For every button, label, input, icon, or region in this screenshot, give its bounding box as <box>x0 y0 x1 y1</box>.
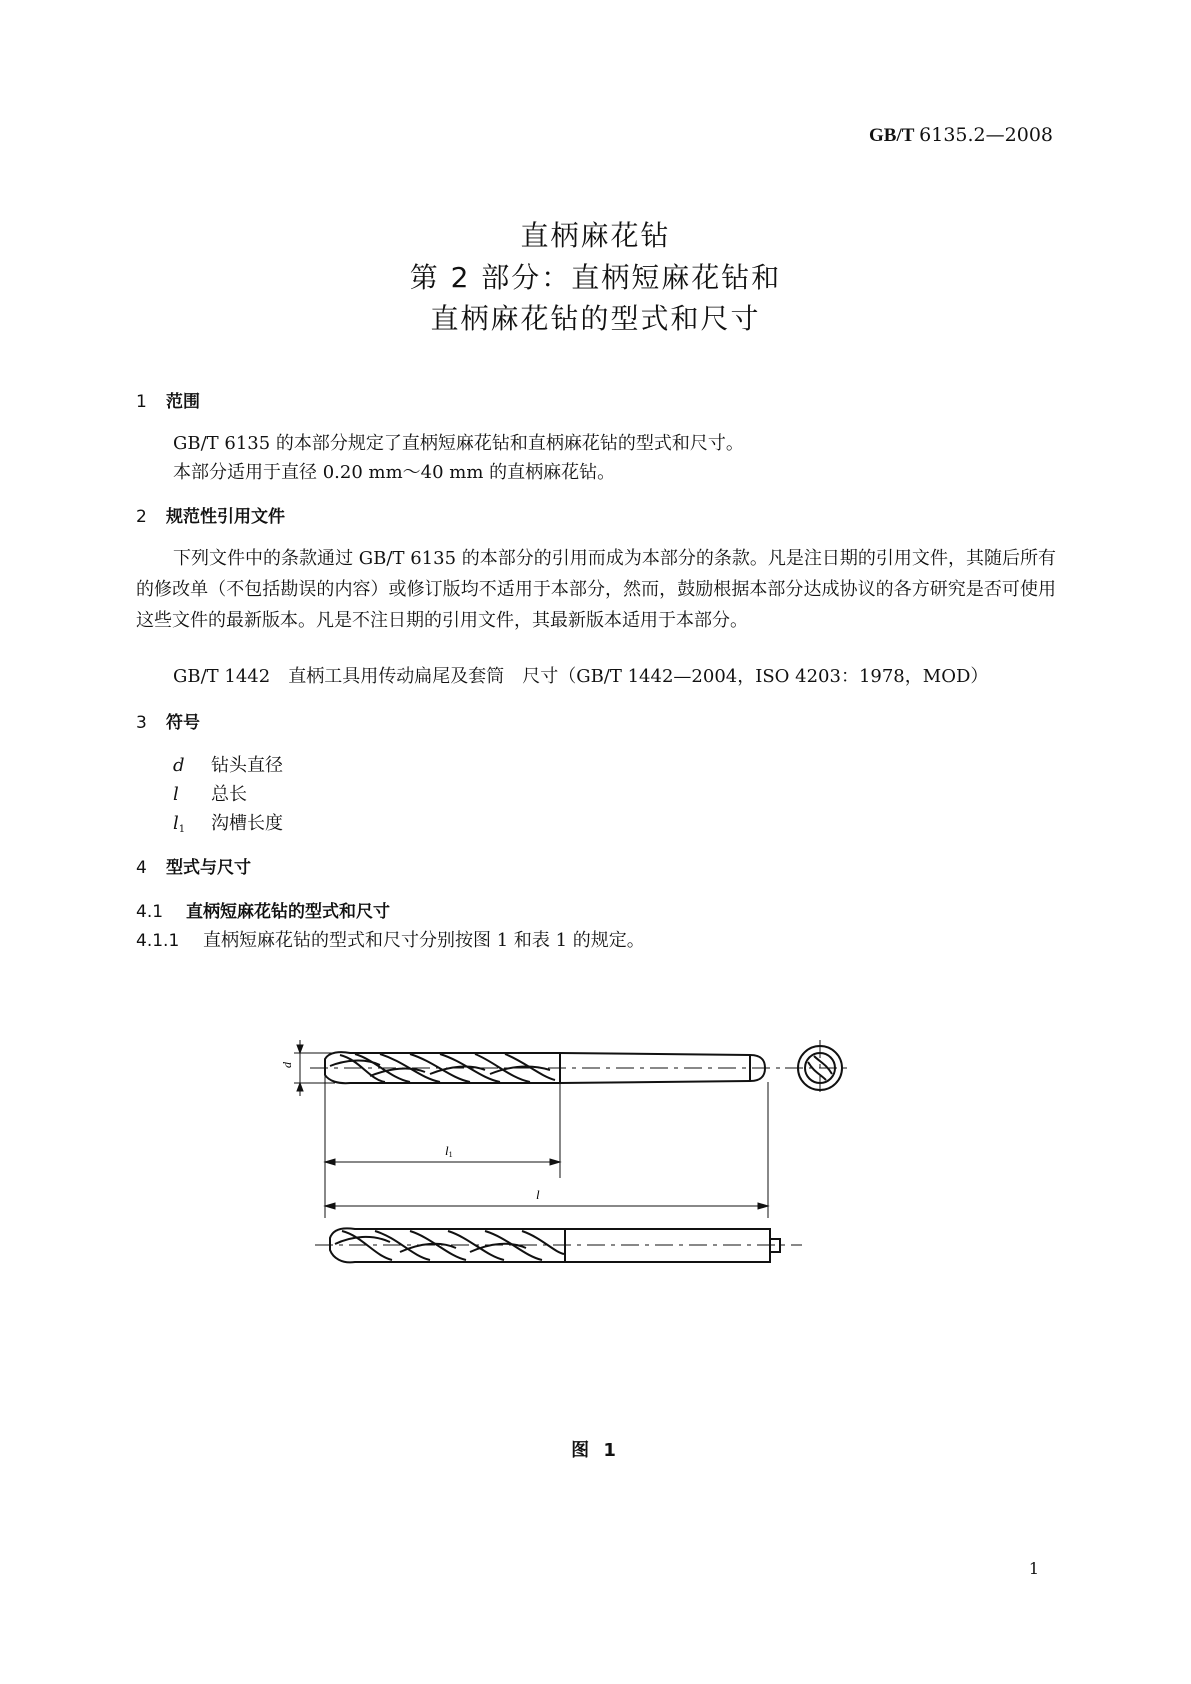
clause-number: 4.1.1 <box>136 931 180 951</box>
clause-4-1-1 <box>136 926 645 952</box>
symbol: l <box>173 784 179 805</box>
arrow <box>297 1083 303 1091</box>
arrow <box>758 1203 768 1209</box>
section-3-heading <box>136 708 200 733</box>
figure-1-drill-drawing <box>280 1040 880 1340</box>
arrow <box>325 1159 335 1165</box>
clause-text: 直柄短麻花钻的型式和尺寸分别按图 1 和表 1 的规定。 <box>203 930 645 951</box>
symbol-description: 沟槽长度 <box>211 813 283 834</box>
scope-paragraph-2: 本部分适用于直径 0.20 mm～40 mm 的直柄麻花钻。 <box>173 462 616 483</box>
arrow <box>297 1045 303 1053</box>
helix-line <box>522 1231 564 1254</box>
section-title: 型式与尺寸 <box>166 858 251 878</box>
section-title: 规范性引用文件 <box>166 507 285 527</box>
section-number: 3 <box>136 713 147 733</box>
section-number: 1 <box>136 392 147 412</box>
figure-caption: 图 1 <box>571 1440 620 1461</box>
symbol: $l_1$ <box>173 813 186 835</box>
arrow <box>325 1203 335 1209</box>
arrow <box>550 1159 560 1165</box>
section-number: 4.1 <box>136 902 164 922</box>
dim-label-l1: l1 <box>445 1143 453 1159</box>
scope-paragraph-1: GB/T 6135 的本部分规定了直柄短麻花钻和直柄麻花钻的型式和尺寸。 <box>173 433 744 454</box>
section-4-heading <box>136 853 251 878</box>
symbol-item <box>173 780 247 806</box>
section-title: 直柄短麻花钻的型式和尺寸 <box>186 902 390 922</box>
section-2-heading <box>136 502 285 527</box>
section-title: 符号 <box>166 713 200 733</box>
symbol: d <box>173 755 185 776</box>
page-number: 1 <box>1028 1559 1039 1578</box>
title-line-3: 直柄麻花钻的型式和尺寸 <box>430 302 761 335</box>
section-number: 4 <box>136 858 147 878</box>
section-4-1-heading <box>136 897 390 922</box>
symbol-subscript: 1 <box>178 824 186 835</box>
symbol-description: 总长 <box>211 784 247 805</box>
symbol-description: 钻头直径 <box>211 755 283 776</box>
section-number: 2 <box>136 507 147 527</box>
dim-label-d: d <box>280 1062 294 1068</box>
standard-code-number: 6135.2—2008 <box>919 124 1053 146</box>
symbol-item <box>173 809 283 835</box>
standard-code <box>869 124 1053 147</box>
reference-gbt-1442: GB/T 1442 直柄工具用传动扁尾及套筒 尺寸（GB/T 1442—2004，ISO 4203：1978，MOD） <box>173 666 989 687</box>
section-title: 范围 <box>166 392 200 412</box>
title-line-1: 直柄麻花钻 <box>520 219 671 252</box>
dim-label-l: l <box>536 1187 540 1202</box>
standard-code-prefix: GB/T <box>869 125 915 146</box>
symbol-item <box>173 751 283 777</box>
title-line-2: 第 2 部分：直柄短麻花钻和 <box>409 261 782 294</box>
normative-references-paragraph: 下列文件中的条款通过 GB/T 6135 的本部分的引用而成为本部分的条款。凡是注日期的引用文件，其随后所有的修改单（不包括勘误的内容）或修订版均不适用于本部分，然而，鼓励根据本部分达成协议的各方研究是否可使用这些文件的最新版本。凡是不注日期的引用文件，其最新版本适用于本部分。 <box>136 548 1056 631</box>
section-1-heading <box>136 387 200 412</box>
